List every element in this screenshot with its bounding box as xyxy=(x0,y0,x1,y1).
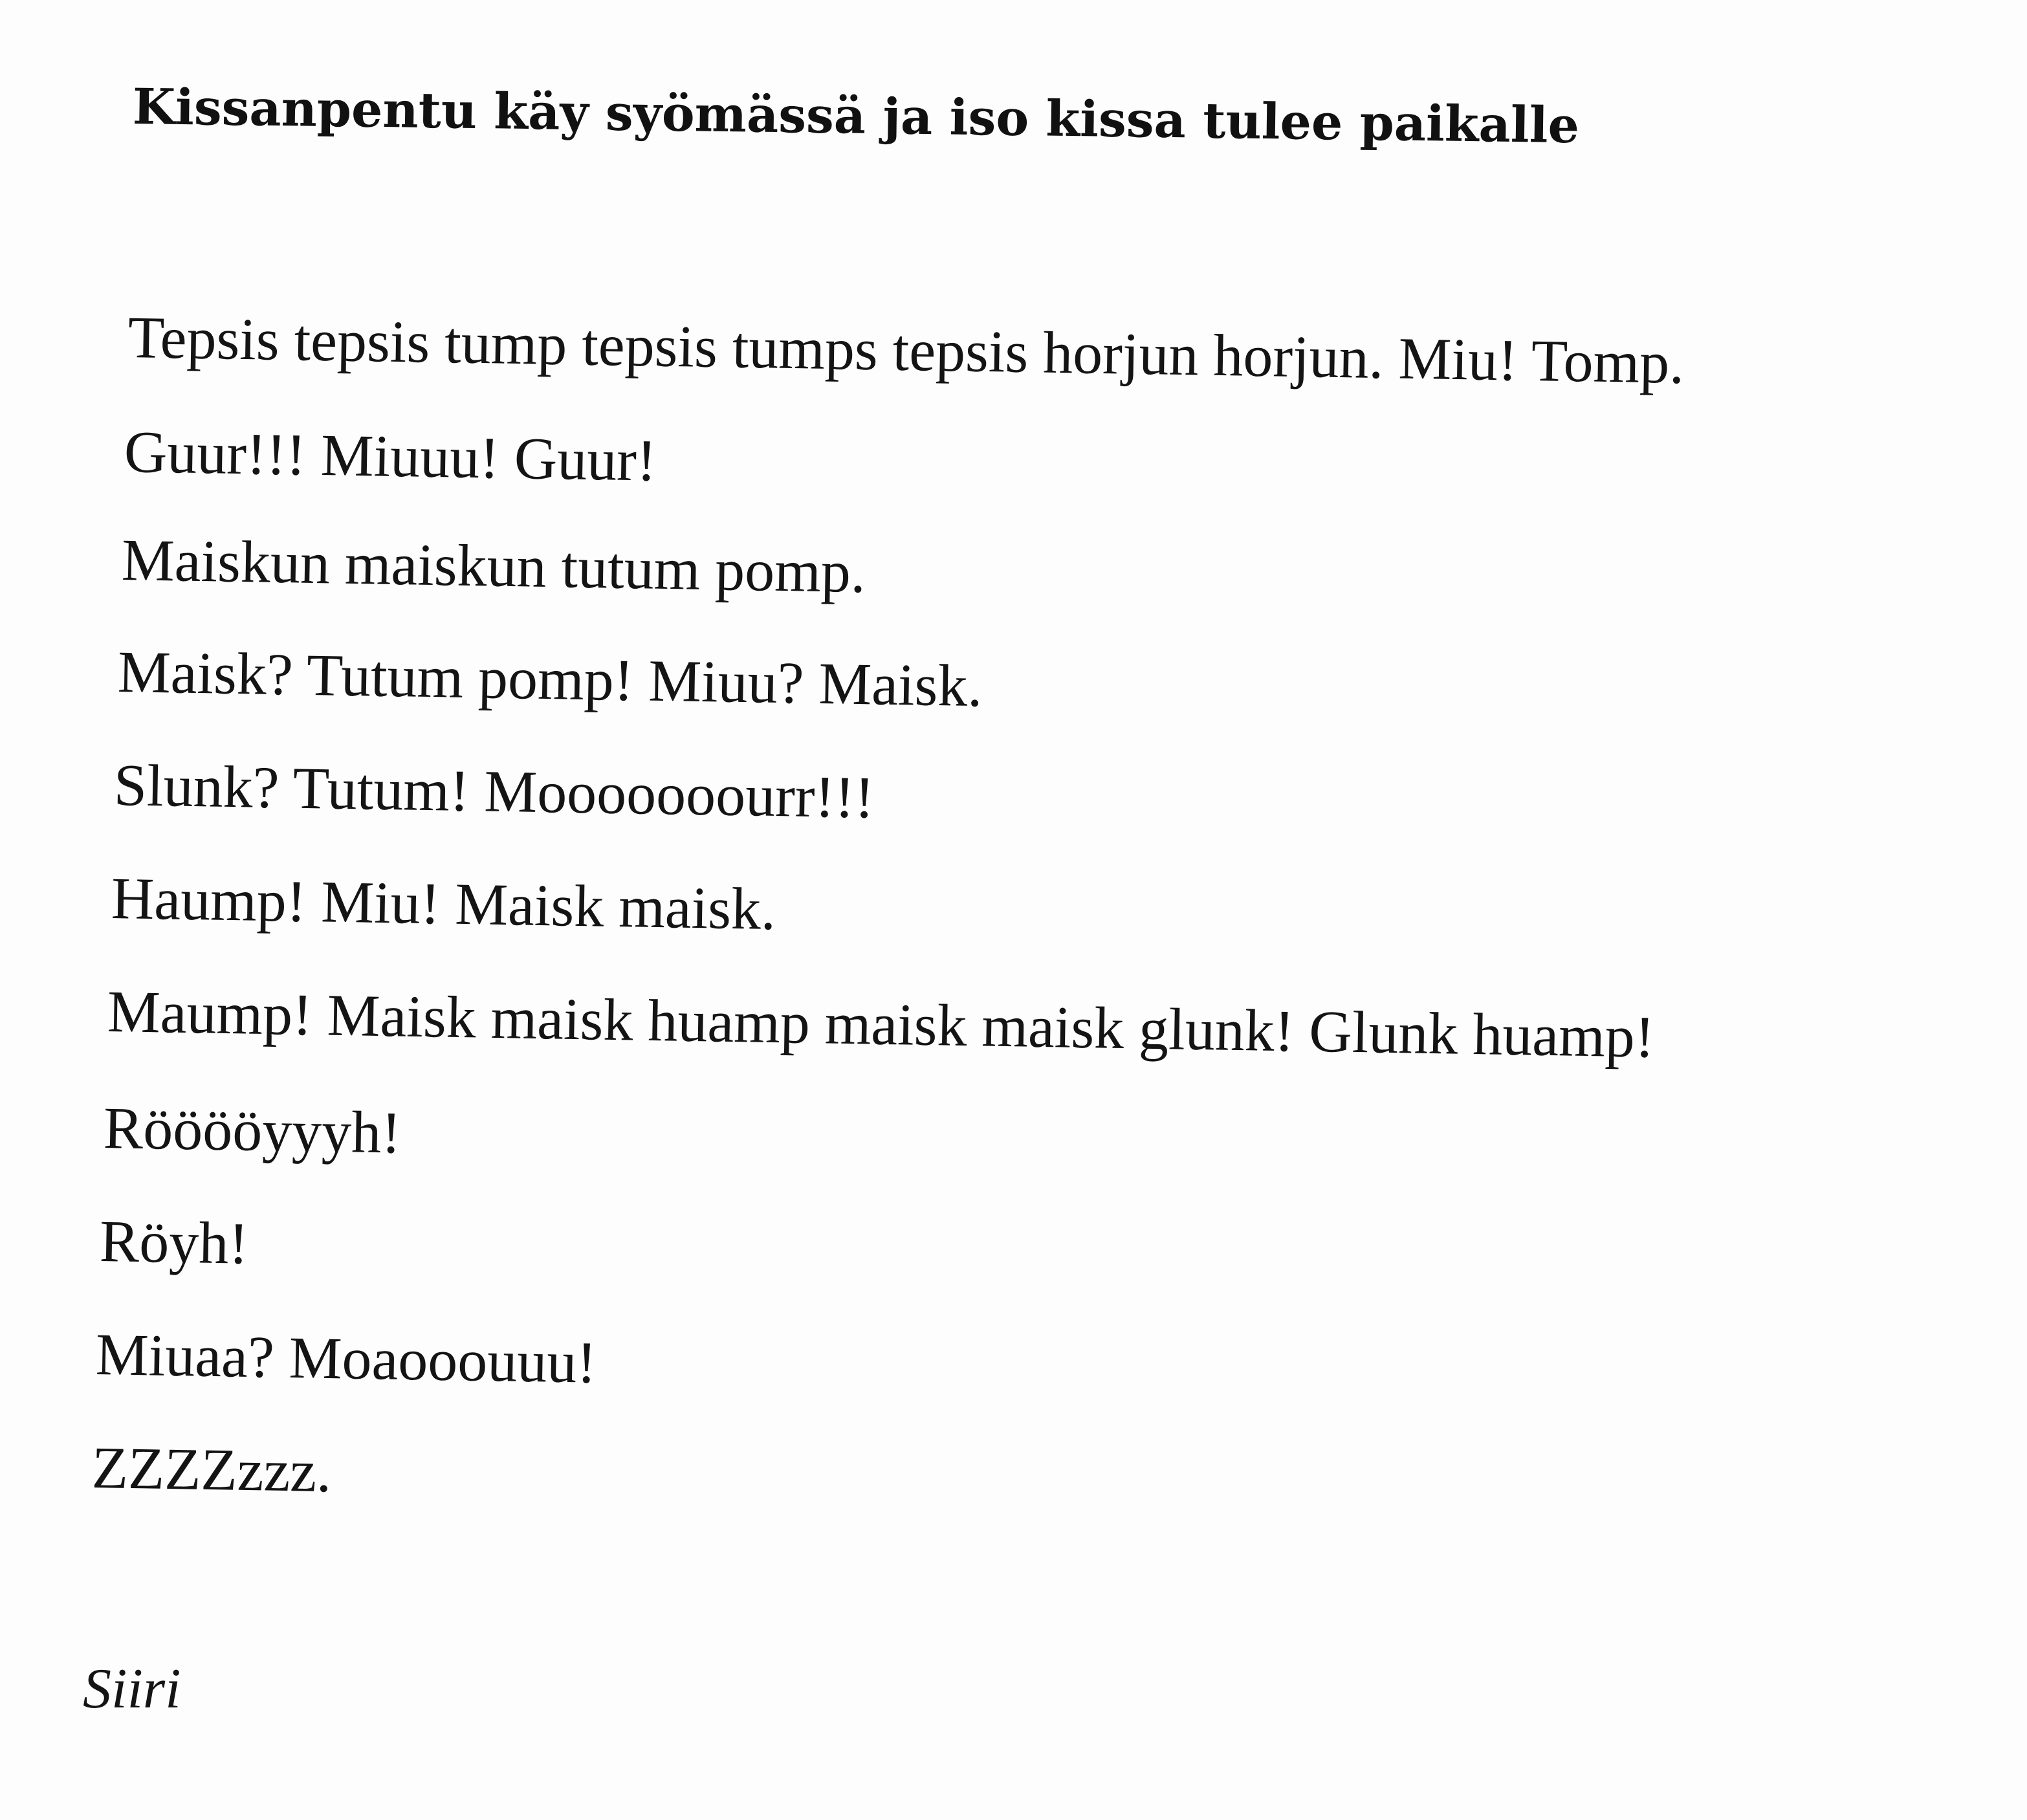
text-line: Miuaa? Moaooouuu! xyxy=(95,1321,597,1396)
text-line: Maiskun maiskun tutum pomp. xyxy=(121,527,866,606)
text-line: ZZZZzzz. xyxy=(91,1434,333,1505)
document-title: Kissanpentu käy syömässä ja iso kissa tulee paikalle xyxy=(132,78,1580,155)
text-line: Haump! Miu! Maisk maisk. xyxy=(111,865,776,943)
text-line: Rööööyyyh! xyxy=(103,1095,402,1166)
text-line: Guur!!! Miuuu! Guur! xyxy=(124,419,657,494)
text-line: Tepsis tepsis tump tepsis tumps tepsis horjun horjun. Miu! Tomp. xyxy=(127,304,1685,396)
text-line: Maump! Maisk maisk huamp maisk maisk glunk! Glunk huamp! xyxy=(107,978,1656,1070)
author-signature: Siiri xyxy=(83,1658,181,1720)
text-line: Maisk? Tutum pomp! Miuu? Maisk. xyxy=(117,639,983,719)
text-line: Röyh! xyxy=(99,1208,249,1277)
text-line: Slunk? Tutum! Mooooooourr!!! xyxy=(113,752,875,831)
